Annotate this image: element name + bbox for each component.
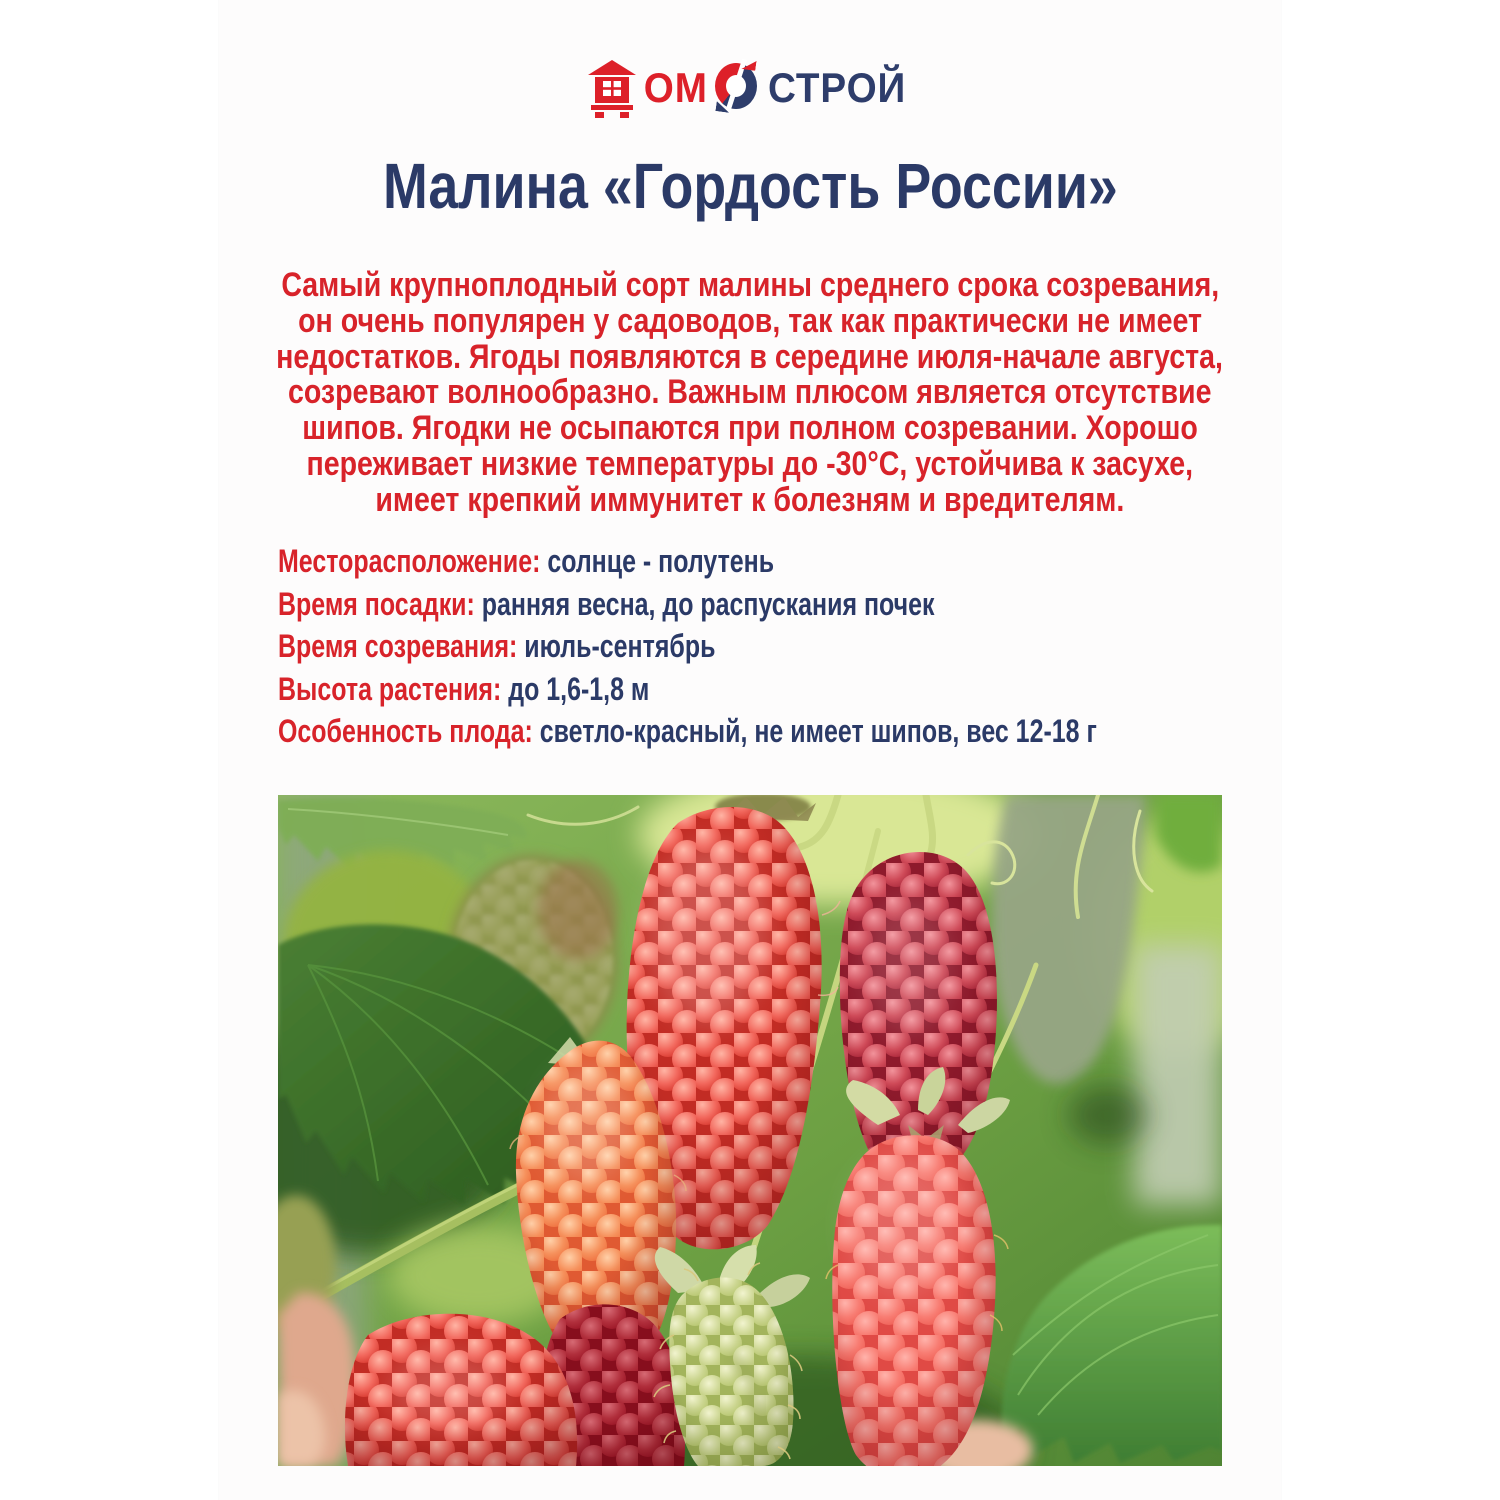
spec-label: Особенность плода: — [278, 713, 533, 749]
ring-hole — [726, 75, 746, 97]
description-line: он очень популярен у садоводов, так как практически не имеет — [298, 301, 1202, 340]
spec-row — [278, 540, 1328, 583]
brand-ring-icon — [715, 63, 757, 109]
brand-text-dom: ОМ — [643, 64, 708, 111]
product-title: Малина «Гордость России» — [382, 150, 1118, 222]
raspberry-photo — [278, 795, 1222, 1466]
description-line: шипов. Ягодки не осыпаются при полном созревании. Хорошо — [302, 409, 1198, 448]
spec-label: Время посадки: — [278, 585, 475, 622]
spec-label: Высота растения: — [278, 670, 502, 707]
description-line: имеет крепкий иммунитет к болезням и вредителям. — [375, 480, 1125, 519]
spec-value: солнце - полутень — [547, 543, 775, 579]
spec-value: до 1,6-1,8 м — [508, 670, 650, 707]
spec-value: июль-сентябрь — [524, 628, 716, 664]
spec-row — [278, 625, 1328, 668]
spec-label: Месторасположение: — [278, 543, 541, 579]
spec-row — [278, 583, 1328, 626]
spec-label: Время созревания: — [278, 628, 518, 664]
description-line: созревают волнообразно. Важным плюсом является отсутствие — [288, 373, 1212, 412]
raspberry-photo-art — [278, 795, 1222, 1466]
spec-value: светло-красный, не имеет шипов, вес 12-18 г — [539, 713, 1097, 749]
product-description — [0, 268, 1500, 519]
description-line: Самый крупноплодный сорт малины среднего срока созревания, — [281, 266, 1219, 304]
brand-logo — [0, 56, 1500, 120]
spec-row — [278, 668, 1328, 711]
brand-text-stroy: СТРОЙ — [768, 64, 907, 111]
spec-row — [278, 710, 1328, 753]
description-line: недостатков. Ягоды появляются в середине июля-начале августа, — [276, 337, 1224, 376]
house-icon — [588, 60, 636, 118]
spec-list — [278, 540, 1328, 753]
spec-value: ранняя весна, до распускания почек — [481, 585, 935, 622]
description-line: переживает низкие температуры до -30°С, устойчива к засухе, — [306, 444, 1194, 483]
